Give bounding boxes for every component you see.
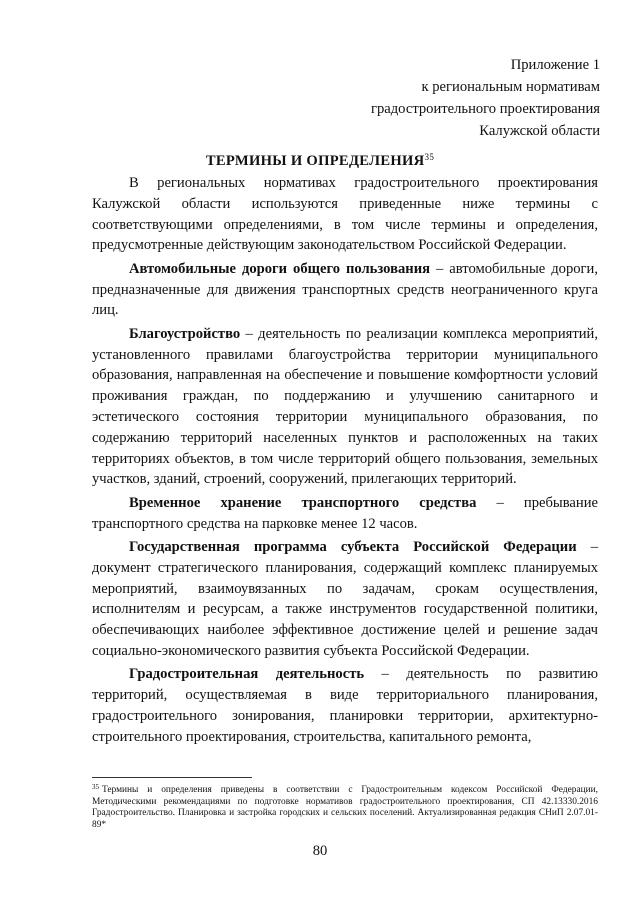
term-definition: – пребывание транспортного средства на парковке менее 12 часов. — [92, 494, 598, 532]
term-name: Градостроительная деятельность — [129, 666, 365, 683]
appendix-header — [371, 54, 600, 142]
term-paragraph — [92, 493, 598, 535]
term-name: Благоустройство — [129, 325, 241, 342]
term-paragraph — [92, 537, 598, 662]
term-definition: – автомобильные дороги, предназначенные для движения транспортных средств неограниченного круга лиц. — [92, 260, 598, 319]
page-number: 80 — [312, 843, 328, 859]
term-name: Государственная программа субъекта Российской Федерации — [129, 538, 577, 555]
intro-paragraph: В региональных нормативах градостроительного проектирования Калужской области используются приведенные ниже термины с соответствующими определениями, в том числе термины и определения, предусмотренные действующим законодательством Российской Федерации. — [92, 175, 598, 254]
term-definition: – деятельность по реализации комплекса мероприятий, установленного правилами благоустройства территории муниципального образования, направленная на обеспечение и повышение комфортности условий проживания граждан, по поддержанию и улучшению санитарного и эстетического состояния территории муниципального образования, по содержанию территорий населенных пунктов и расположенных на таких территориях объектов, в том числе территорий общего пользования, земельных участков, зданий, строений, сооружений, прилегающих территорий. — [92, 325, 598, 488]
term-definition: – документ стратегического планирования, содержащий комплекс планируемых мероприятий, взаимоувязанных по задачам, срокам осуществления, исполнителям и ресурсам, а также инструментов государственной политики, обеспечивающих наиболее эффективное достижение целей и решение задач социально-экономического развития субъекта Российской Федерации. — [92, 538, 598, 659]
footnote-divider — [92, 777, 252, 778]
section-title-text: ТЕРМИНЫ И ОПРЕДЕЛЕНИЯ — [205, 153, 425, 169]
appendix-line-4: Калужской области — [479, 123, 600, 139]
term-definition: – деятельность по развитию территорий, осуществляемая в виде территориального планирования, градостроительного зонирования, планировки территории, архитектурно-строительного проектирования, строительства, капитального ремонта, — [92, 666, 599, 745]
title-footnote-ref[interactable]: 35 — [424, 152, 435, 162]
appendix-line-3: градостроительного проектирования — [371, 101, 600, 117]
document-body — [92, 173, 598, 750]
term-paragraph — [92, 324, 598, 490]
footnote — [92, 782, 598, 831]
footnote-number: 35 — [92, 783, 99, 791]
appendix-line-1: Приложение 1 — [510, 57, 600, 73]
term-paragraph — [92, 259, 598, 321]
term-name: Автомобильные дороги общего пользования — [129, 260, 431, 277]
section-title — [0, 152, 640, 170]
term-name: Временное хранение транспортного средства — [129, 494, 477, 511]
footnote-text: Термины и определения приведены в соответствии с Градостроительным кодексом Российской Федерации, Методическими рекомендациями по подготовке нормативов градостроительного проектирования, СП 42.13330.2016 Градостроительство. Планировка и застройка городских и сельских поселений. Актуализированная редакция СНиП 2.07.01-89* — [92, 785, 598, 830]
term-paragraph — [92, 664, 598, 747]
appendix-line-2: к региональным нормативам — [421, 79, 600, 95]
